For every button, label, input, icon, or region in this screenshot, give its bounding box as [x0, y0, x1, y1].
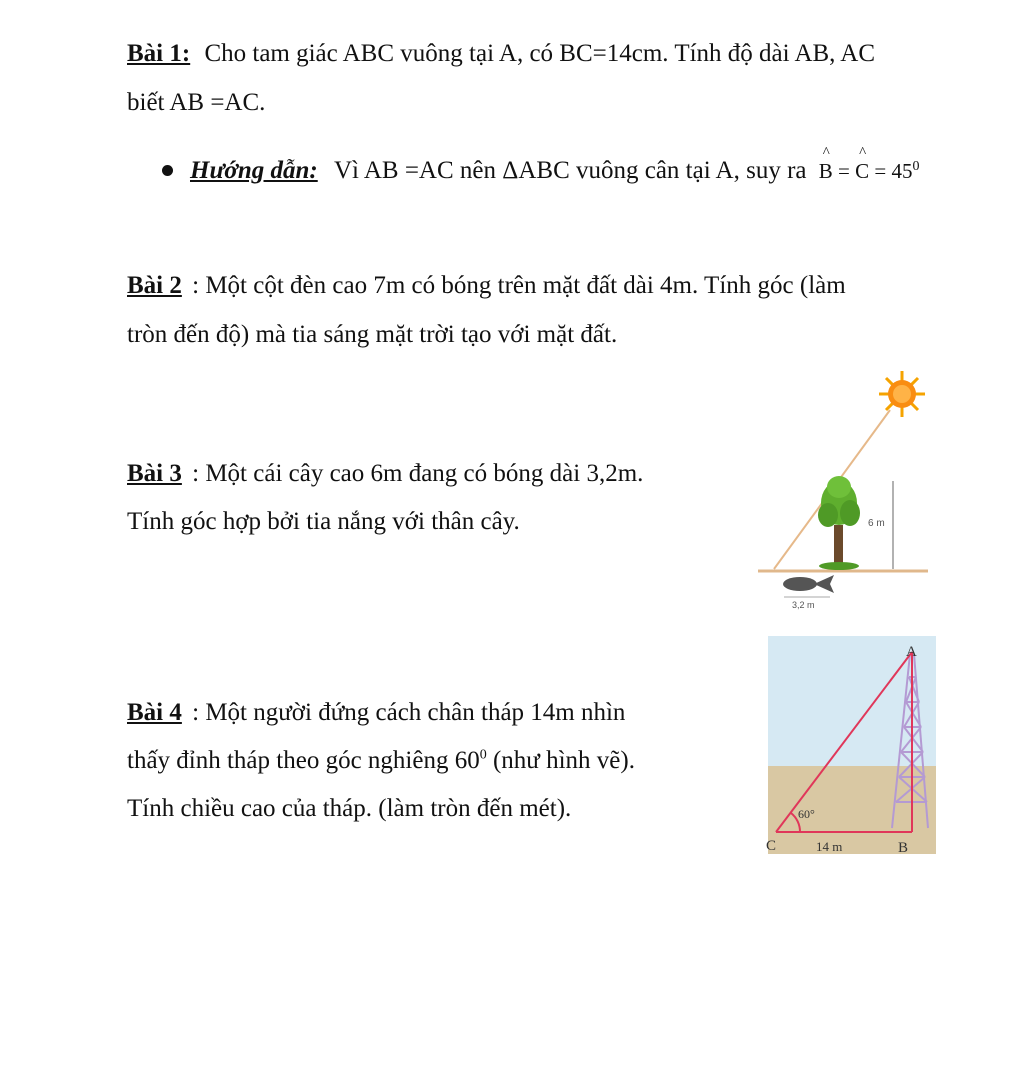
- tower-figure: [764, 632, 940, 858]
- bai3-label: Bài 3: [127, 460, 182, 487]
- bai2-line2: tròn đến độ) mà tia sáng mặt trời tạo với mặt đất.: [127, 321, 618, 348]
- bai1-hint: [190, 145, 920, 186]
- bai3-line2: Tính góc hợp bởi tia nắng với thân cây.: [127, 508, 520, 535]
- tree-shadow-figure: [700, 365, 940, 615]
- tree-height-label: 6 m: [868, 518, 885, 529]
- bai2-line1: [127, 271, 846, 301]
- bai1-text-l1: Cho tam giác ABC vuông tại A, có BC=14cm. Tính độ dài AB, AC: [204, 40, 876, 67]
- point-c-label: C: [766, 838, 777, 854]
- hint-formula: ^ B = ^ $C = 45^0$: [818, 145, 920, 183]
- bai4-text-l1: : Một người đứng cách chân tháp 14m nhìn: [192, 699, 626, 726]
- bai4-label: Bài 4: [127, 699, 182, 726]
- sun-icon: [879, 371, 925, 417]
- tree-icon: [818, 476, 860, 570]
- bai1-label: Bài 1:: [127, 40, 191, 67]
- angle-b: ^ B: [818, 145, 833, 183]
- bai4-line1: [127, 698, 625, 728]
- shadow-length-label: 3,2 m: [792, 600, 815, 610]
- bai1-line1: [127, 39, 875, 69]
- bai4-line2: [127, 746, 635, 776]
- bai4-text-l2b: (như hình vẽ).: [492, 747, 635, 774]
- hint-text: Vì AB =AC nên ΔABC vuông cân tại A, suy ra: [333, 157, 807, 184]
- bai3-text-l1: : Một cái cây cao 6m đang có bóng dài 3,2m.: [192, 460, 644, 487]
- bai3-line1: [127, 459, 643, 489]
- bai2-text-l1: : Một cột đèn cao 7m có bóng trên mặt đất dài 4m. Tính góc (làm: [192, 272, 846, 299]
- point-b-label: B: [898, 840, 909, 856]
- bullet-dot: [162, 165, 173, 176]
- bai1-line2: biết AB =AC.: [127, 89, 266, 116]
- bai4-line3: Tính chiều cao của tháp. (làm tròn đến mét).: [127, 795, 572, 822]
- hint-label: Hướng dẫn:: [190, 157, 318, 184]
- angle-60-label: 60°: [798, 807, 815, 821]
- point-a-label: A: [906, 644, 917, 660]
- bai4-text-l2a: thấy đỉnh tháp theo góc nghiêng: [127, 747, 449, 774]
- angle-c: ^ C: [855, 145, 870, 183]
- base-14m-label: 14 m: [816, 839, 843, 854]
- bai4-angle: $60^0$: [454, 747, 487, 774]
- bai2-label: Bài 2: [127, 272, 182, 299]
- shadow-icon: [783, 575, 834, 593]
